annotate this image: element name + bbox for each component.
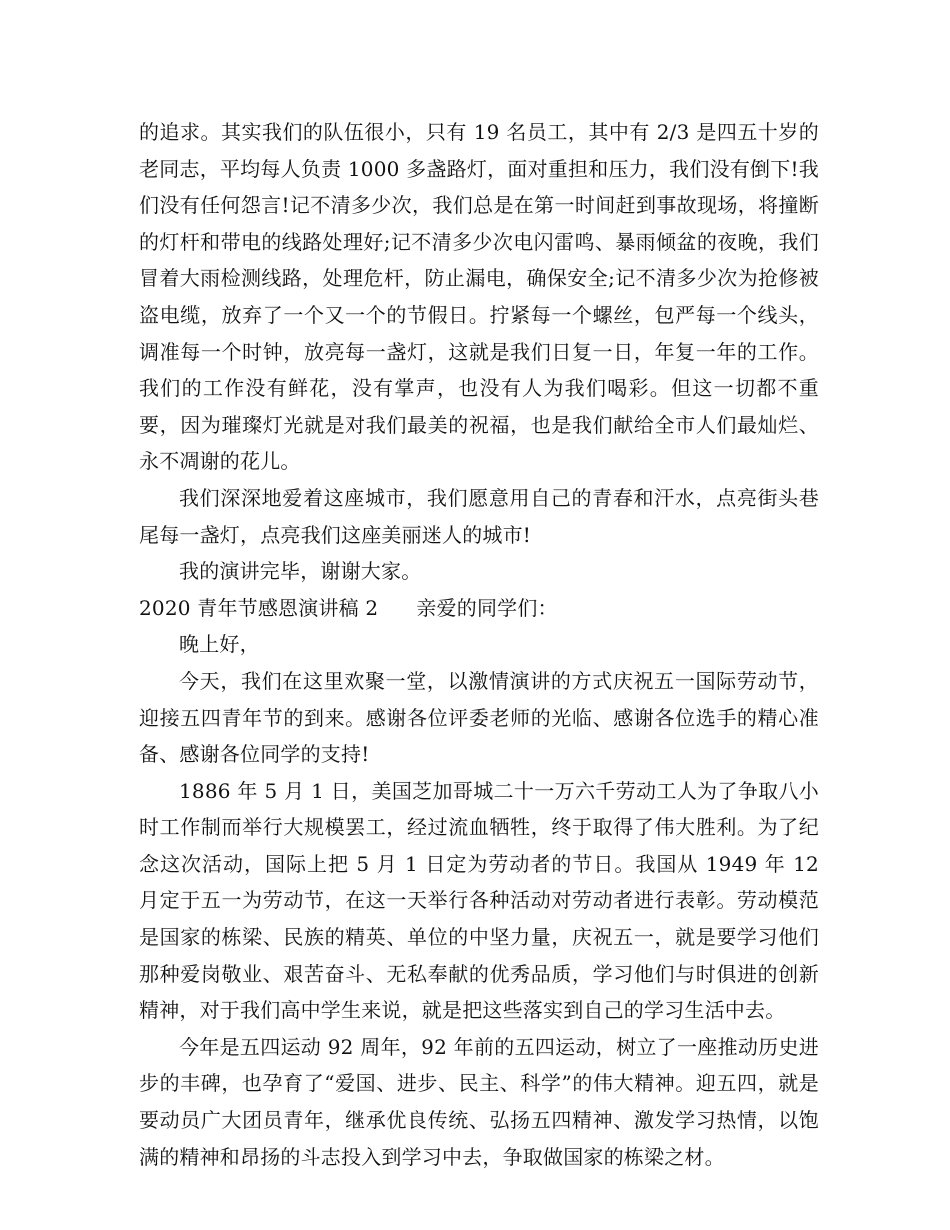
salutation: 亲爱的同学们： xyxy=(416,595,558,620)
paragraph: 1886 年 5 月 1 日，美国芝加哥城二十一万六千劳动工人为了争取八小时工作制而举行大规模罢工，经过流血牺牲，终于取得了伟大胜利。为了纪念这次活动，国际上把 5 月 1 日定为劳动者的节日。我国从 1949 年 12 月定于五一为劳动节，在这一天举行各种活动对劳动者进行表彰。劳动模范是国家的栋梁、民族的精英、单位的中坚力量，庆祝五一，就是要学习他们那种爱岗敬业、艰苦奋斗、无私奉献的优秀品质，学习他们与时俱进的创新精神，对于我们高中学生来说，就是把这些落实到自己的学习生活中去。 xyxy=(139,778,819,1023)
document-body xyxy=(139,114,819,1175)
paragraph-continuation: 的追求。其实我们的队伍很小，只有 19 名员工，其中有 2/3 是四五十岁的老同志，平均每人负责 1000 多盏路灯，面对重担和压力，我们没有倒下!我们没有任何怨言!记不清多少次，我们总是在第一时间赶到事故现场，将撞断的灯杆和带电的线路处理好;记不清多少次电闪雷鸣、暴雨倾盆的夜晚，我们冒着大雨检测线路，处理危杆，防止漏电，确保安全;记不清多少次为抢修被盗电缆，放弃了一个又一个的节假日。拧紧每一个螺丝，包严每一个线头，调准每一个时钟，放亮每一盏灯，这就是我们日复一日，年复一年的工作。我们的工作没有鲜花，没有掌声，也没有人为我们喝彩。但这一切都不重要，因为璀璨灯光就是对我们最美的祝福，也是我们献给全市人们最灿烂、永不凋谢的花儿。 xyxy=(139,120,819,474)
paragraph: 我的演讲完毕，谢谢大家。 xyxy=(179,559,422,584)
paragraph-greeting: 晚上好， xyxy=(179,632,260,657)
paragraph: 今年是五四运动 92 周年，92 年前的五四运动，树立了一座推动历史进步的丰碑，也孕育了“爱国、进步、民主、科学”的伟大精神。迎五四，就是要动员广大团员青年，继承优良传统、弘扬五四精神、激发学习热情，以饱满的精神和昂扬的斗志投入到学习中去，争取做国家的栋梁之材。 xyxy=(139,1034,819,1169)
section-heading-line xyxy=(139,590,819,627)
paragraph: 今天，我们在这里欢聚一堂，以激情演讲的方式庆祝五一国际劳动节，迎接五四青年节的到来。感谢各位评委老师的光临、感谢各位选手的精心准备、感谢各位同学的支持! xyxy=(139,668,819,767)
paragraph: 我们深深地爱着这座城市，我们愿意用自己的青春和汗水，点亮街头巷尾每一盏灯，点亮我们这座美丽迷人的城市! xyxy=(139,485,819,547)
section-title: 2020 青年节感恩演讲稿 2 xyxy=(139,595,379,620)
